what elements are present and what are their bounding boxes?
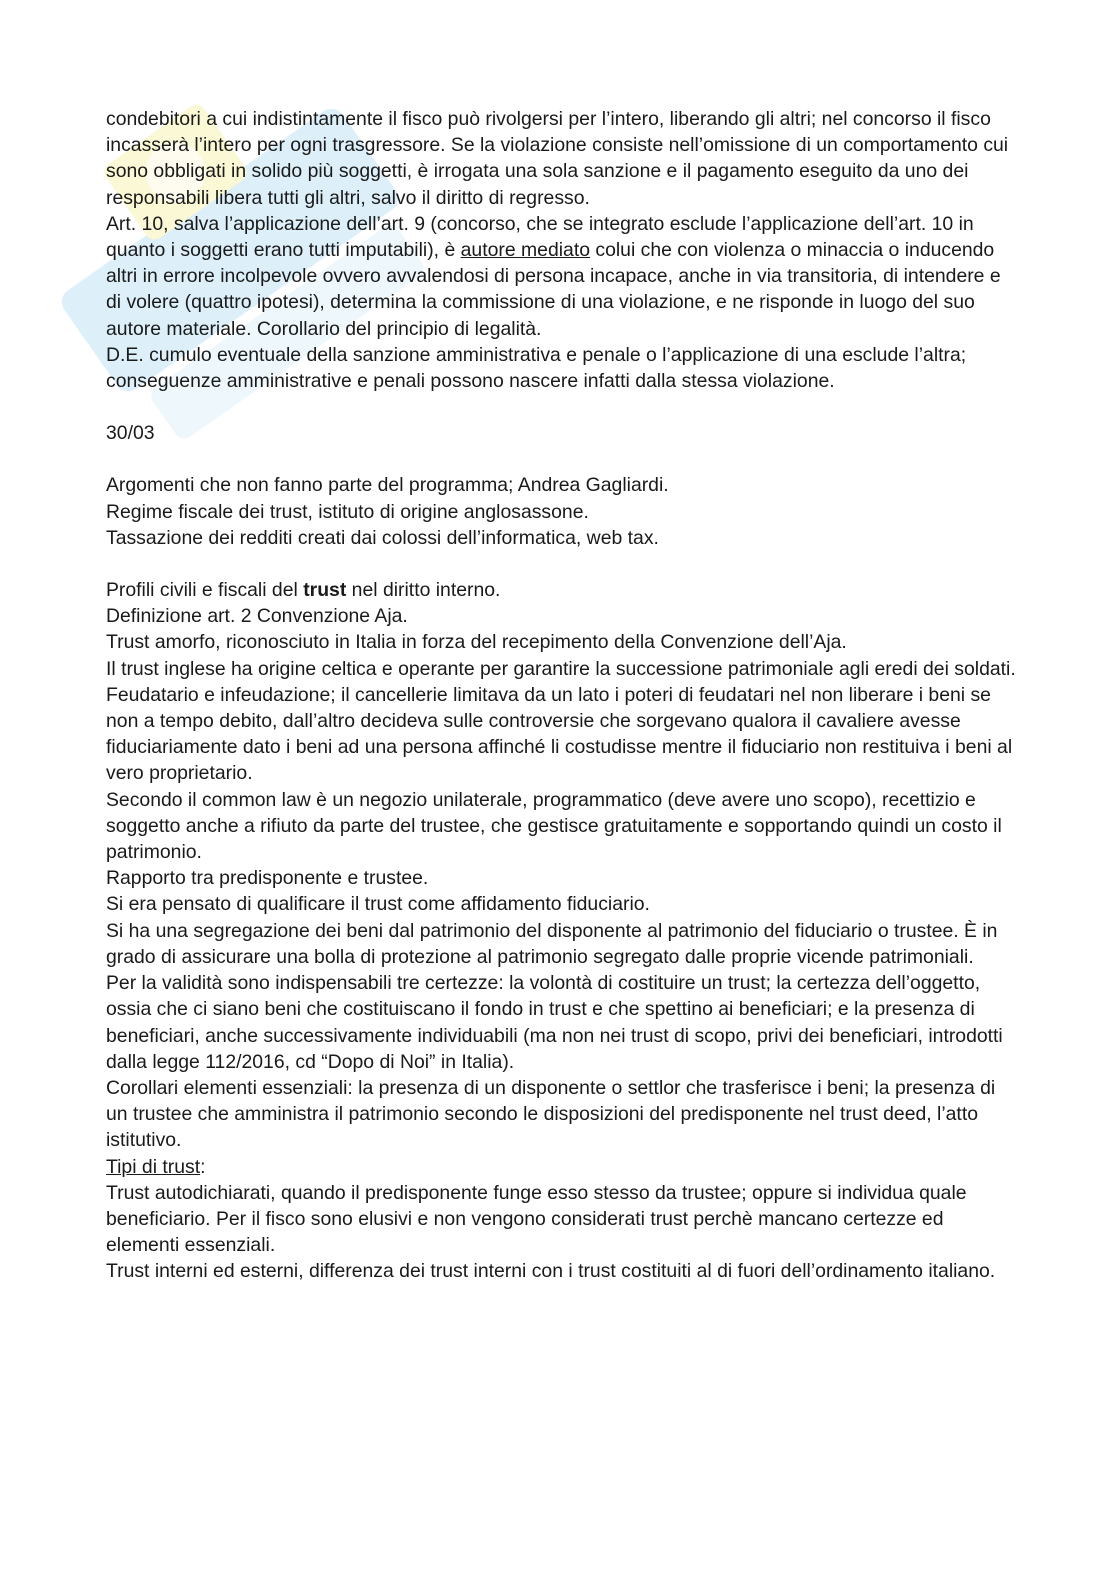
underlined-heading: Tipi di trust	[106, 1155, 201, 1178]
paragraph: Regime fiscale dei trust, istituto di origine anglosassone.	[106, 500, 589, 523]
paragraph: Si era pensato di qualificare il trust come affidamento fiduciario.	[106, 893, 650, 916]
paragraph	[106, 211, 1016, 342]
text-span: Profili civili e fiscali del	[106, 579, 304, 602]
paragraph: Trust amorfo, riconosciuto in Italia in forza del recepimento della Convenzione dell’Aja.	[106, 631, 847, 654]
date-heading: 30/03	[106, 422, 155, 445]
paragraph: D.E. cumulo eventuale della sanzione amministrativa e penale o l’applicazione di una esclude l’altra; conseguenze amministrative e penali possono nascere infatti dalla stessa violazione.	[106, 343, 967, 393]
underlined-term: autore mediato	[460, 239, 590, 262]
paragraph	[106, 577, 1016, 603]
bold-term: trust	[303, 579, 347, 602]
section-label	[106, 1154, 1016, 1180]
paragraph: Argomenti che non fanno parte del programma; Andrea Gagliardi.	[106, 474, 669, 497]
text-span: :	[200, 1155, 206, 1178]
document-body	[106, 106, 1016, 1285]
paragraph: condebitori a cui indistintamente il fisco può rivolgersi per l’intero, liberando gli altri; nel concorso il fisco incasserà l’intero per ogni trasgressore. Se la violazione consiste nell’omissione di un comportamento cui sono obbligati in solido più soggetti, è irrogata una sola sanzione e il pagamento eseguito da uno dei responsabili libera tutti gli altri, salvo il diritto di regresso.	[106, 108, 1009, 209]
text-span: Art. 10, salva l’applicazione dell’art. 9 (concorso, che se integrato esclude l’applicazione dell’art. 10 in quanto i soggetti erano tutti imputabili), è	[106, 212, 974, 262]
paragraph: Per la validità sono indispensabili tre certezze: la volontà di costituire un trust; la certezza dell’oggetto, ossia che ci siano beni che costituiscano il fondo in trust e che spettino ai beneficiari; e la presenza di beneficiari, anche successivamente individuabili (ma non nei trust di scopo, privi dei beneficiari, introdotti dalla legge 112/2016, cd “Dopo di Noi” in Italia).	[106, 972, 1003, 1073]
paragraph: Il trust inglese ha origine celtica e operante per garantire la successione patrimoniale agli eredi dei soldati. Feudatario e infeudazione; il cancellerie limitava da un lato i poteri di feudatari nel non liberare i beni se non a tempo debito, dall’altro decideva sulle controversie che sorgevano qualora il cavaliere avesse fiduciariamente dato i beni ad una persona affinché li costudisse mentre il fiduciario non restituiva i beni al vero proprietario.	[106, 657, 1016, 785]
paragraph: Trust interni ed esterni, differenza dei trust interni con i trust costituiti al di fuori dell’ordinamento italiano.	[106, 1260, 996, 1283]
paragraph: Rapporto tra predisponente e trustee.	[106, 867, 429, 890]
paragraph: Tassazione dei redditi creati dai colossi dell’informatica, web tax.	[106, 526, 659, 549]
paragraph: Trust autodichiarati, quando il predisponente funge esso stesso da trustee; oppure si individua quale beneficiario. Per il fisco sono elusivi e non vengono considerati trust perchè mancano certezze ed elementi essenziali.	[106, 1181, 967, 1257]
text-span: nel diritto interno.	[346, 579, 501, 602]
text-span: colui che con violenza o minaccia o inducendo altri in errore incolpevole ovvero avvalendosi di persona incapace, anche in via transitoria, di intendere e di volere (quattro ipotesi), determina la commissione di una violazione, e ne risponde in luogo del suo autore materiale. Corollario del principio di legalità.	[106, 239, 1001, 340]
paragraph: Si ha una segregazione dei beni dal patrimonio del disponente al patrimonio del fiduciario o trustee. È in grado di assicurare una bolla di protezione al patrimonio segregato dalle proprie vicende patrimoniali.	[106, 919, 998, 968]
paragraph: Secondo il common law è un negozio unilaterale, programmatico (deve avere uno scopo), recettizio e soggetto anche a rifiuto da parte del trustee, che gestisce gratuitamente e sopportando quindi un costo il patrimonio.	[106, 788, 1002, 864]
paragraph: Definizione art. 2 Convenzione Aja.	[106, 605, 408, 628]
paragraph: Corollari elementi essenziali: la presenza di un disponente o settlor che trasferisce i beni; la presenza di un trustee che amministra il patrimonio secondo le disposizioni del predisponente nel trust deed, l’atto istitutivo.	[106, 1076, 996, 1152]
